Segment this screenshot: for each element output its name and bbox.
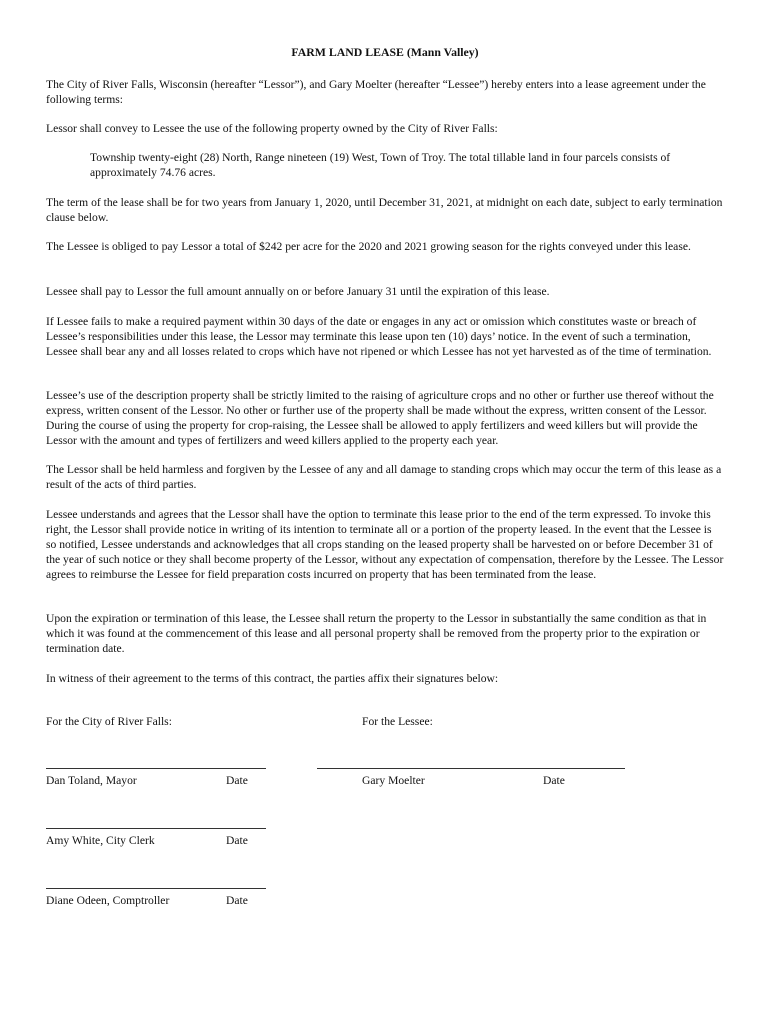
comptroller-date-label: Date	[226, 894, 248, 907]
clerk-name: Amy White, City Clerk	[46, 834, 155, 847]
lessee-signature-heading: For the Lessee:	[362, 715, 433, 728]
property-description: Township twenty-eight (28) North, Range nineteen (19) West, Town of Troy. The total tillable land in four parcels consists of approximately 74.76 acres.	[90, 151, 671, 179]
term-paragraph: The term of the lease shall be for two years from January 1, 2020, until December 31, 2021, at midnight on each date, subject to early termination clause below.	[46, 196, 723, 224]
harmless-paragraph: The Lessor shall be held harmless and forgiven by the Lessee of any and all damage to standing crops which may occur the term of this lease as a result of the acts of third parties.	[46, 463, 722, 491]
comptroller-signature-line	[46, 888, 266, 889]
mayor-signature-line	[46, 768, 266, 769]
witness-paragraph: In witness of their agreement to the terms of this contract, the parties affix their signatures below:	[46, 672, 499, 685]
mayor-name: Dan Toland, Mayor	[46, 774, 137, 787]
lessee-name: Gary Moelter	[362, 774, 425, 787]
annual-payment-paragraph: Lessee shall pay to Lessor the full amount annually on or before January 31 until the expiration of this lease.	[46, 285, 550, 298]
convey-paragraph: Lessor shall convey to Lessee the use of the following property owned by the City of River Falls:	[46, 122, 498, 135]
clerk-date-label: Date	[226, 834, 248, 847]
termination-paragraph: Lessee understands and agrees that the Lessor shall have the option to terminate this lease prior to the end of the term expressed. To invoke this right, the Lessor shall provide notice in writing of its intention to terminate all or a portion of the property leased. In the event that the Lessee is so notified, Lessee understands and acknowledges that all crops standing on the leased property shall be harvested on or before December 31 of the year of such notice or they shall become property of the Lessor, without any expectation of compensation, therefore by the Lessee. The Lessor agrees to reimburse the Lessee for field preparation costs incurred on property that has been terminated from the lease.	[46, 508, 724, 581]
mayor-date-label: Date	[226, 774, 248, 787]
expiration-paragraph: Upon the expiration or termination of this lease, the Lessee shall return the property to the Lessor in substantially the same condition as that in which it was found at the commencement of this lease and all personal property shall be removed from the property prior to the expiration or termination date.	[46, 612, 707, 655]
intro-paragraph: The City of River Falls, Wisconsin (hereafter “Lessor”), and Gary Moelter (hereafter “Lessee”) hereby enters into a lease agreement under the following terms:	[46, 78, 706, 106]
document-title: FARM LAND LEASE (Mann Valley)	[291, 45, 479, 59]
default-paragraph: If Lessee fails to make a required payment within 30 days of the date or engages in any act or omission which constitutes waste or breach of Lessee’s responsibilities under this lease, the Lessor may terminate this lease upon ten (10) days’ notice. In the event of such a termination, Lessee shall bear any and all losses related to crops which have not ripened or which Lessee has not yet harvested as of the time of termination.	[46, 315, 712, 358]
clerk-signature-line	[46, 828, 266, 829]
comptroller-name: Diane Odeen, Comptroller	[46, 894, 170, 907]
lessee-date-label: Date	[543, 774, 565, 787]
use-paragraph: Lessee’s use of the description property shall be strictly limited to the raising of agriculture crops and no other or further use thereof without the express, written consent of the Lessor. No other or further use of the property shall be made without the express, written consent of the Lessor. During the course of using the property for crop-raising, the Lessee shall be allowed to apply fertilizers and weed killers but will provide the Lessor with the amount and types of fertilizers and weed killers applied to the property each year.	[46, 389, 714, 447]
city-signature-heading: For the City of River Falls:	[46, 715, 172, 728]
payment-paragraph: The Lessee is obliged to pay Lessor a total of $242 per acre for the 2020 and 2021 growing season for the rights conveyed under this lease.	[46, 240, 691, 253]
lessee-signature-line	[317, 768, 625, 769]
